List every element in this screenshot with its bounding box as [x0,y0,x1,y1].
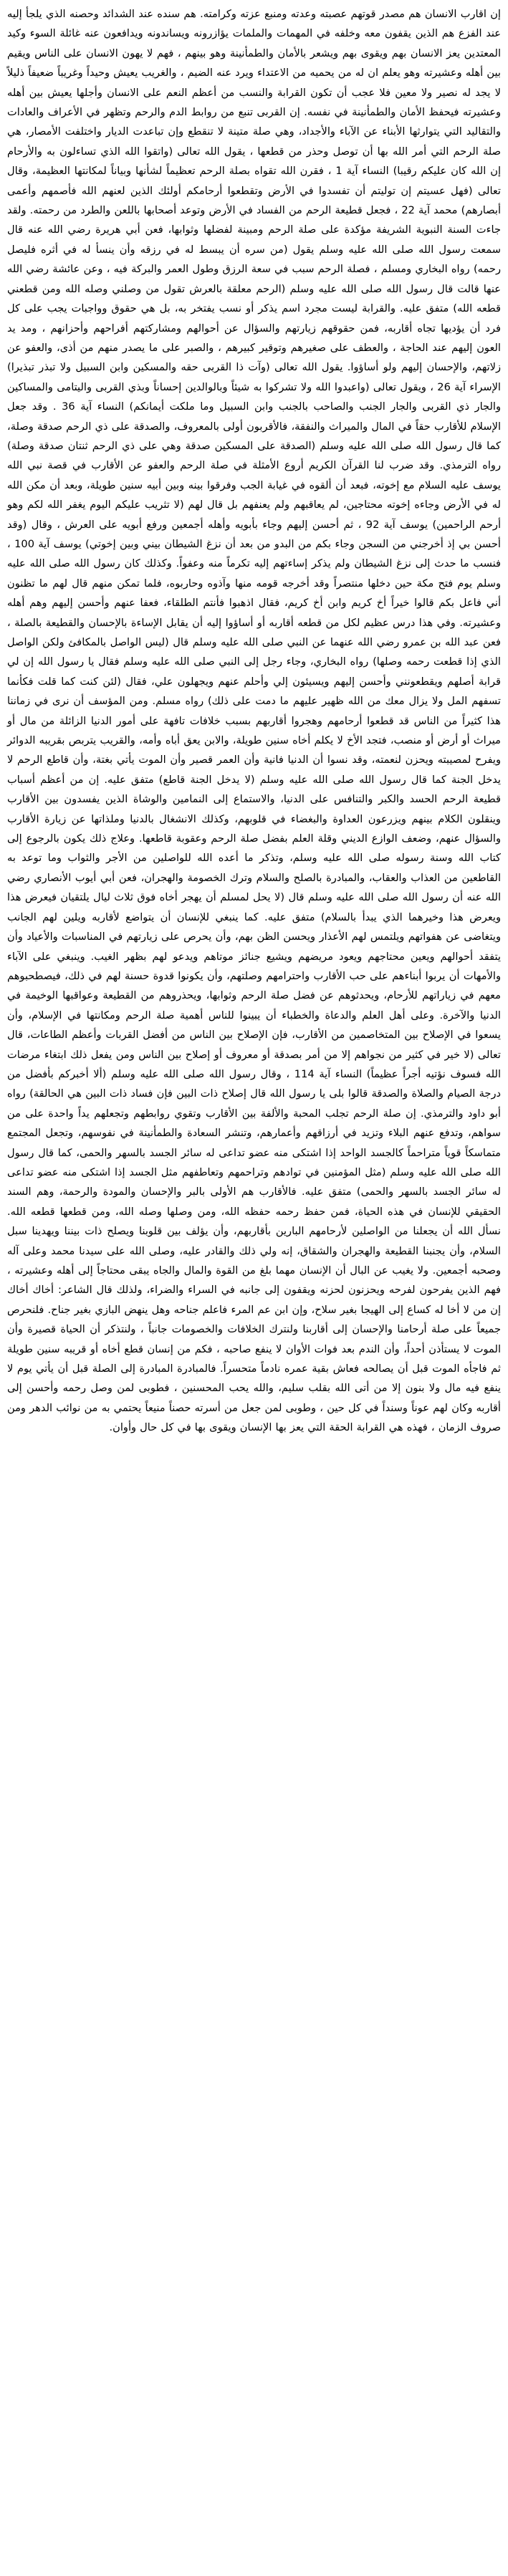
article-body-text: إن اقارب الانسان هم مصدر قوتهم عصبته وعدته ومنبع عزته وكرامته. هم سنده عند الشدائد وحصنه الذي يلجأ إليه عند الفزع هم الذين يقفون معه وخلفه في المهمات والملمات يؤازرونه ويساندونه ويدافعون عنه غائلة السوء وكيد المعتدين يعز الانسان بهم ويقوى بهم ويشعر بالأمان والطمأنينة وهو بينهم ، فهم لا يهون الانسان على الناس ويقيم بين أهله وعشيرته وهو يعلم ان له من يحميه من الاعتداء ويرد عنه الضيم ، والغريب يعيش وحيداً وغريباً ضعيفاً ذليلاً لا يجد له نصير ولا معين فلا عجب أن تكون القرابة والنسب من أعظم النعم على الانسان وأجلها يعيش بين أهله وعشيرته فيحفظ الأمان والطمأنينة في نفسه. إن القربى تنبع من روابط الدم والرحم وتظهر في الأعراف والعادات والتقاليد التي يتوارثها الأبناء عن الآباء والأجداد، وهي صلة متينة لا تنقطع وإن تباعدت الديار واختلفت الأمصار، هي صلة الرحم التي أمر الله بها أن توصل وحذر من قطعها ، يقول الله تعالى (واتقوا الله الذي تساءلون به والأرحام إن الله كان عليكم رقيبا) النساء آية 1 ، فقرن الله تقواه بصلة الرحم تعظيماً لشأنها وبياناً لمكانتها العظيمة، وقال تعالى (فهل عسيتم إن توليتم أن تفسدوا في الأرض وتقطعوا أرحامكم أولئك الذين لعنهم الله فأصمهم وأعمى أبصارهم) محمد آية 22 ، فجعل قطيعة الرحم من الفساد في الأرض وتوعد أصحابها باللعن والطرد من رحمته. ولقد جاءت السنة النبوية الشريفة مؤكدة على صلة الرحم ومبينة لفضلها وثوابها، فعن أبي هريرة رضي الله عنه قال سمعت رسول الله صلى الله عليه وسلم يقول (من سره أن يبسط له في رزقه وأن ينسأ له في أثره فليصل رحمه) رواه البخاري ومسلم ، فصلة الرحم سبب في سعة الرزق وطول العمر والبركة فيه ، وعن عائشة رضي الله عنها قالت قال رسول الله صلى الله عليه وسلم (الرحم معلقة بالعرش تقول من وصلني وصله الله ومن قطعني قطعه الله) متفق عليه. والقرابة ليست مجرد اسم يذكر أو نسب يفتخر به، بل هي حقوق وواجبات يجب على كل فرد أن يؤديها تجاه أقاربه، فمن حقوقهم زيارتهم والسؤال عن أحوالهم ومشاركتهم أفراحهم وأحزانهم ، ومد يد العون إليهم عند الحاجة ، والعطف على صغيرهم وتوقير كبيرهم ، والصبر على ما يصدر منهم من أذى، والعفو عن زلاتهم، والإحسان إليهم ولو أساؤوا. يقول الله تعالى (وآت ذا القربى حقه والمسكين وابن السبيل ولا تبذر تبذيرا) الإسراء آية 26 ، ويقول تعالى (واعبدوا الله ولا تشركوا به شيئاً وبالوالدين إحساناً وبذي القربى واليتامى والمساكين والجار ذي القربى والجار الجنب والصاحب بالجنب وابن السبيل وما ملكت أيمانكم) النساء آية 36 . وقد جعل الإسلام للأقارب حقاً في المال والميراث والنفقة، فالأقربون أولى بالمعروف، والصدقة على ذي الرحم صدقة وصلة، كما قال رسول الله صلى الله عليه وسلم (الصدقة على المسكين صدقة وهي على ذي الرحم ثنتان صدقة وصلة) رواه الترمذي. وقد ضرب لنا القرآن الكريم أروع الأمثلة في صلة الرحم والعفو عن الأقارب في قصة نبي الله يوسف عليه السلام مع إخوته، فبعد أن ألقوه في غيابة الجب وفرقوا بينه وبين أبيه سنين طويلة، وبعد أن مكن الله له في الأرض وجاءه إخوته محتاجين، لم يعاقبهم ولم يعنفهم بل قال لهم (لا تثريب عليكم اليوم يغفر الله لكم وهو أرحم الراحمين) يوسف آية 92 ، ثم أحسن إليهم وجاء بأبويه وأهله أجمعين ورفع أبويه على العرش ، وقال (وقد أحسن بي إذ أخرجني من السجن وجاء بكم من البدو من بعد أن نزغ الشيطان بيني وبين إخوتي) يوسف آية 100 ، فنسب ما حدث إلى نزغ الشيطان ولم يذكر إساءتهم إليه تكرماً منه وعفواً. وكذلك كان رسول الله صلى الله عليه وسلم يوم فتح مكة حين دخلها منتصراً وقد أخرجه قومه منها وآذوه وحاربوه، فلما تمكن منهم قال لهم ما تظنون أني فاعل بكم قالوا خيراً أخ كريم وابن أخ كريم، فقال اذهبوا فأنتم الطلقاء، فعفا عنهم وأحسن إليهم وهم أهله وعشيرته. وفي هذا درس عظيم لكل من قطعه أقاربه أو أساؤوا إليه أن يقابل الإساءة بالإحسان والقطيعة بالصلة ، فعن عبد الله بن عمرو رضي الله عنهما عن النبي صلى الله عليه وسلم قال (ليس الواصل بالمكافئ ولكن الواصل الذي إذا قطعت رحمه وصلها) رواه البخاري، وجاء رجل إلى النبي صلى الله عليه وسلم فقال يا رسول الله إن لي قرابة أصلهم ويقطعونني وأحسن إليهم ويسيئون إلي وأحلم عنهم ويجهلون علي، فقال (لئن كنت كما قلت فكأنما تسفهم المل ولا يزال معك من الله ظهير عليهم ما دمت على ذلك) رواه مسلم. ومن المؤسف أن نرى في زماننا هذا كثيراً من الناس قد قطعوا أرحامهم وهجروا أقاربهم بسبب خلافات تافهة على أمور الدنيا الزائلة من مال أو ميراث أو أرض أو منصب، فتجد الأخ لا يكلم أخاه سنين طويلة، والابن يعق أباه وأمه، والقريب يتربص بقريبه الدوائر ويفرح لمصيبته ويحزن لنعمته، وقد نسوا أن الدنيا فانية وأن العمر قصير وأن الموت يأتي بغتة، وأن قاطع الرحم لا يدخل الجنة كما قال رسول الله صلى الله عليه وسلم (لا يدخل الجنة قاطع) متفق عليه. إن من أعظم أسباب قطيعة الرحم الحسد والكبر والتنافس على الدنيا، والاستماع إلى النمامين والوشاة الذين يفسدون بين الأقارب وينقلون الكلام بينهم ويزرعون العداوة والبغضاء في قلوبهم، وكذلك الانشغال بالدنيا وملذاتها عن زيارة الأقارب والسؤال عنهم، وضعف الوازع الديني وقلة العلم بفضل صلة الرحم وعقوبة قاطعها. وعلاج ذلك يكون بالرجوع إلى كتاب الله وسنة رسوله صلى الله عليه وسلم، وتذكر ما أعده الله للواصلين من الأجر والثواب وما توعد به القاطعين من العذاب والعقاب، والمبادرة بالصلح والسلام وترك الخصومة والهجران، فعن أبي أيوب الأنصاري رضي الله عنه أن رسول الله صلى الله عليه وسلم قال (لا يحل لمسلم أن يهجر أخاه فوق ثلاث ليال يلتقيان فيعرض هذا ويعرض هذا وخيرهما الذي يبدأ بالسلام) متفق عليه. كما ينبغي للإنسان أن يتواضع لأقاربه ويلين لهم الجانب ويتغاضى عن هفواتهم ويلتمس لهم الأعذار ويحسن الظن بهم، وأن يحرص على زيارتهم في المناسبات والأعياد وأن يتفقد أحوالهم ويعين محتاجهم ويعود مريضهم ويشيع جنائز موتاهم ويدعو لهم بظهر الغيب. وينبغي على الآباء والأمهات أن يربوا أبناءهم على حب الأقارب واحترامهم وصلتهم، وأن يكونوا قدوة حسنة لهم في ذلك، فيصطحبوهم معهم في زياراتهم للأرحام، ويحدثوهم عن فضل صلة الرحم وثوابها، ويحذروهم من القطيعة وعواقبها الوخيمة في الدنيا والآخرة. وعلى أهل العلم والدعاة والخطباء أن يبينوا للناس أهمية صلة الرحم ومكانتها في الإسلام، وأن يسعوا في الإصلاح بين المتخاصمين من الأقارب، فإن الإصلاح بين الناس من أفضل القربات وأعظم الطاعات، قال تعالى (لا خير في كثير من نجواهم إلا من أمر بصدقة أو معروف أو إصلاح بين الناس ومن يفعل ذلك ابتغاء مرضات الله فسوف نؤتيه أجراً عظيماً) النساء آية 114 ، وقال رسول الله صلى الله عليه وسلم (ألا أخبركم بأفضل من درجة الصيام والصلاة والصدقة قالوا بلى يا رسول الله قال إصلاح ذات البين فإن فساد ذات البين هي الحالقة) رواه أبو داود والترمذي. إن صلة الرحم تجلب المحبة والألفة بين الأقارب وتقوي روابطهم وتجعلهم يداً واحدة على من سواهم، وتدفع عنهم البلاء وتزيد في أرزاقهم وأعمارهم، وتنشر السعادة والطمأنينة في نفوسهم، وتجعل المجتمع متماسكاً قوياً متراحماً كالجسد الواحد إذا اشتكى منه عضو تداعى له سائر الجسد بالسهر والحمى، كما قال رسول الله صلى الله عليه وسلم (مثل المؤمنين في توادهم وتراحمهم وتعاطفهم مثل الجسد إذا اشتكى منه عضو تداعى له سائر الجسد بالسهر والحمى) متفق عليه. فالأقارب هم الأولى بالبر والإحسان والمودة والرحمة، وهم السند الحقيقي للإنسان في هذه الحياة، فمن حفظ رحمه حفظه الله، ومن وصلها وصله الله، ومن قطعها قطعه الله. نسأل الله أن يجعلنا من الواصلين لأرحامهم البارين بأقاربهم، وأن يؤلف بين قلوبنا ويصلح ذات بيننا ويهدينا سبل السلام، وأن يجنبنا القطيعة والهجران والشقاق، إنه ولي ذلك والقادر عليه، وصلى الله على سيدنا محمد وعلى آله وصحبه أجمعين. ولا يغيب عن البال أن الإنسان مهما بلغ من القوة والمال والجاه يبقى محتاجاً إلى أهله وعشيرته ، فهم الذين يفرحون لفرحه ويحزنون لحزنه ويقفون إلى جانبه في السراء والضراء، ولذلك قال الشاعر: أخاك أخاك إن من لا أخا له كساع إلى الهيجا بغير سلاح، وإن ابن عم المرء فاعلم جناحه وهل ينهض البازي بغير جناح. فلنحرص جميعاً على صلة أرحامنا والإحسان إلى أقاربنا ولنترك الخلافات والخصومات جانباً ، ولنتذكر أن الحياة قصيرة وأن الموت لا يستأذن أحداً، وأن الندم بعد فوات الأوان لا ينفع صاحبه ، فكم من إنسان قطع أخاه أو قريبه سنين طويلة ثم فاجأه الموت قبل أن يصالحه فعاش بقية عمره نادماً متحسراً. فالمبادرة المبادرة إلى الصلة قبل أن يأتي يوم لا ينفع فيه مال ولا بنون إلا من أتى الله بقلب سليم، والله يحب المحسنين ، فطوبى لمن وصل رحمه وأحسن إلى أقاربه وكان لهم عوناً وسنداً في كل حين ، وطوبى لمن جعل من أسرته حصناً منيعاً يحتمي به من نوائب الدهر ومن صروف الزمان ، فهذه هي القرابة الحقة التي يعز بها الإنسان ويقوى بها في كل حال وأوان. [7,8,501,1434]
